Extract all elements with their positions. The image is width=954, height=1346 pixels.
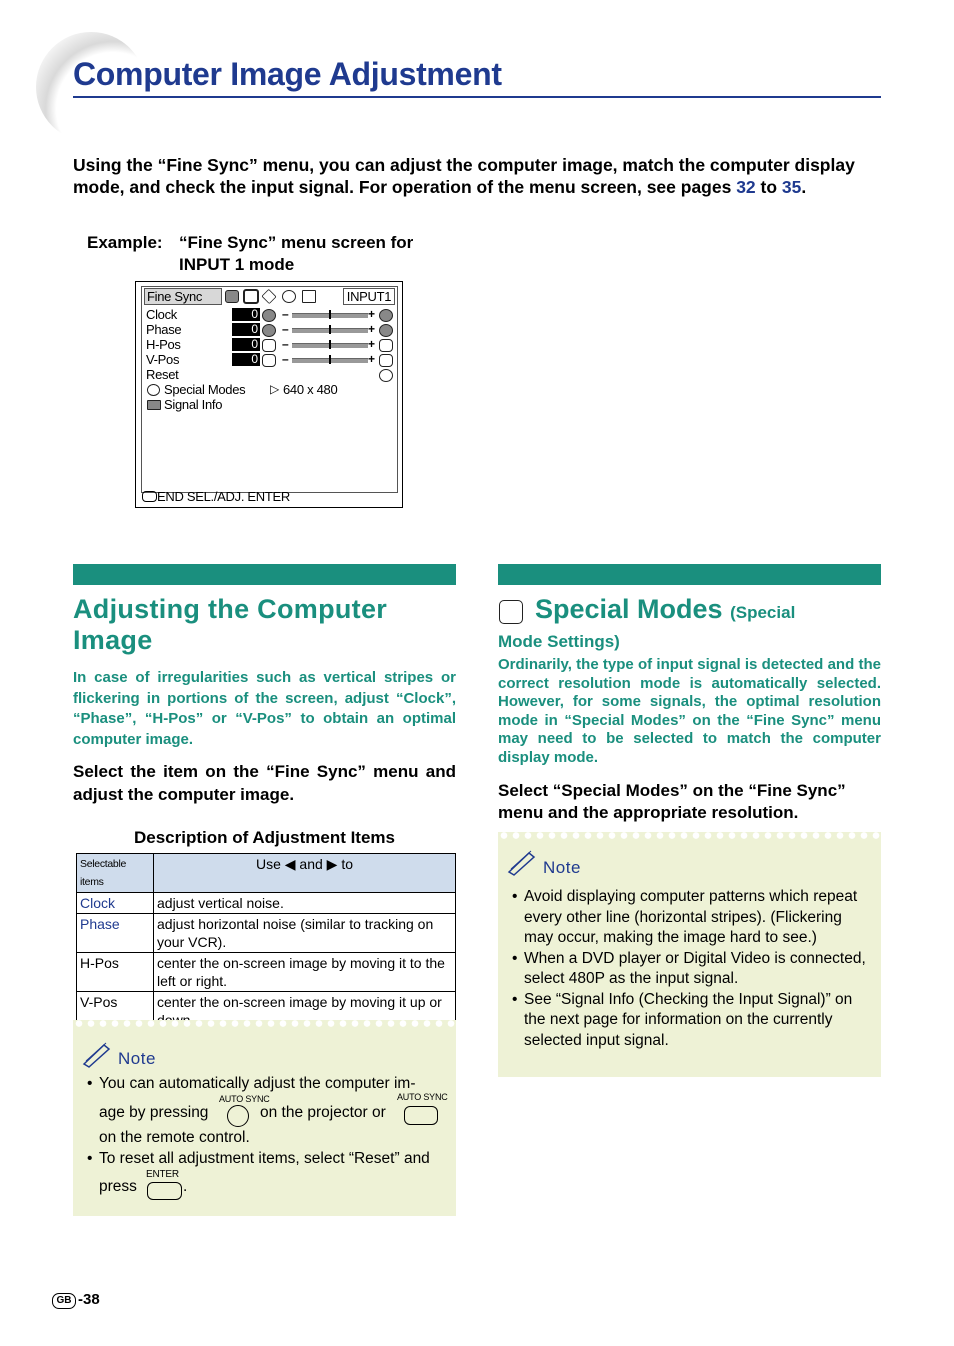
note-left-b1-line2: age by pressing — [99, 1104, 209, 1121]
auto-sync-caption: AUTO SYNC — [219, 1094, 270, 1104]
options-menu-icon — [282, 290, 296, 303]
table-item-vpos: V-Pos — [77, 992, 154, 1031]
vpos-icon — [262, 354, 276, 367]
minus-icon: – — [282, 352, 289, 366]
example-line2: INPUT 1 mode — [179, 255, 295, 274]
pencil-icon — [506, 850, 538, 876]
setup-menu-icon — [302, 290, 316, 303]
section-bar-left — [73, 564, 456, 585]
list-item: • See “Signal Info (Checking the Input Signal)” on the next page for information on the currently selected input signal. — [512, 990, 870, 1052]
vpos-icon-right — [379, 354, 393, 367]
adjusting-step: Select the item on the “Fine Sync” menu and adjust the computer image. — [73, 762, 456, 804]
osd-footer-text: END SEL./ADJ. ENTER — [157, 489, 290, 504]
special-subtitle-a: (Special — [730, 603, 796, 622]
note-period: . — [183, 1178, 188, 1195]
osd-tab-fine-sync: Fine Sync — [144, 288, 222, 305]
slider-knob[interactable] — [329, 325, 331, 334]
phase-icon — [262, 324, 276, 337]
note-left-b2-line1: To reset all adjustment items, select “Reset” and — [99, 1150, 430, 1167]
table-header-use: Use ◀ and ▶ to — [154, 854, 456, 893]
clock-icon-right — [379, 309, 393, 322]
list-item: • Avoid displaying computer patterns which repeat every other line (horizontal stripes). (Flickering may occur, making the image hard to see.) — [512, 887, 870, 949]
note-dotted-border — [498, 832, 881, 839]
page-link-32[interactable]: 32 — [736, 177, 756, 197]
fine-sync-menu-icon — [243, 289, 259, 304]
reset-icon — [379, 369, 393, 382]
bullet-mark: • — [87, 1075, 93, 1092]
slider-knob[interactable] — [329, 310, 331, 319]
note-box-left — [73, 1020, 456, 1216]
list-item: • When a DVD player or Digital Video is connected, select 480P as the input signal. — [512, 949, 870, 990]
section-title-special-modes — [535, 594, 795, 628]
picture-menu-icon — [225, 290, 239, 303]
intro-text-mid: to — [755, 177, 782, 197]
note-left-b2-line2: press — [99, 1178, 137, 1195]
title-underline — [73, 96, 881, 98]
table-desc: center the on-screen image by moving it to the left or right. — [154, 953, 456, 992]
note-left-b1-line3: on the remote control. — [99, 1129, 250, 1146]
bullet-mark: • — [87, 1150, 93, 1167]
intro-text-end: . — [801, 177, 807, 197]
osd-footer-help — [142, 489, 397, 505]
osd-item-special-modes: Special Modes — [164, 382, 246, 397]
phase-icon-right — [379, 324, 393, 337]
adjusting-intro: In case of irregularities such as vertical stripes or flickering in portions of the screen, adjust “Clock”, “Phase”, “H-Pos” or “V-Pos” to obtain an optimal computer image. — [73, 669, 456, 748]
example-label: Example: — [87, 233, 163, 252]
osd-input-label: INPUT1 — [343, 288, 395, 305]
hpos-icon — [262, 339, 276, 352]
osd-menu-screen — [135, 281, 403, 508]
special-subtitle-b: Mode Settings) — [498, 632, 620, 651]
pencil-icon — [81, 1042, 113, 1068]
special-title-text: Special Modes — [535, 594, 723, 624]
table-item-hpos: H-Pos — [77, 953, 154, 992]
page-link-35[interactable]: 35 — [781, 177, 802, 197]
osd-hpos-value: 0 — [232, 338, 260, 351]
auto-sync-button-projector — [227, 1105, 249, 1127]
table-desc: adjust vertical noise. — [154, 893, 456, 914]
table-heading: Description of Adjustment Items — [133, 828, 395, 847]
plus-icon: + — [368, 307, 376, 321]
osd-item-hpos: H-Pos — [146, 337, 181, 352]
arrow-right-icon: ▷ — [270, 382, 280, 396]
osd-item-signal-info: Signal Info — [164, 397, 223, 412]
plus-icon: + — [368, 337, 376, 351]
osd-item-phase: Phase — [146, 322, 182, 337]
section-title-adjusting: Adjusting the Computer Image — [73, 594, 388, 655]
note-dotted-border — [73, 1020, 456, 1027]
osd-item-clock: Clock — [146, 307, 178, 322]
osd-item-vpos: V-Pos — [146, 352, 180, 367]
note-left-b1-line2b: on the projector or — [260, 1104, 386, 1121]
table-header-items: Selectable items — [77, 854, 154, 893]
special-intro: Ordinarily, the type of input signal is detected and the correct resolution mode is automatically selected. However, for some signals, the optimal resolution mode in “Special Modes” on the “Fine Sync” menu may need to be selected to match the computer display mode. — [498, 656, 881, 766]
clock-icon — [262, 309, 276, 322]
osd-phase-value: 0 — [232, 323, 260, 336]
slider-knob[interactable] — [329, 355, 331, 364]
special-modes-icon — [499, 600, 523, 624]
enter-button-icon — [147, 1182, 182, 1200]
minus-icon: – — [282, 307, 289, 321]
menu-button-icon — [142, 491, 157, 502]
note-box-right — [498, 832, 881, 1077]
example-description — [179, 232, 459, 276]
minus-icon: – — [282, 322, 289, 336]
page-number: -38 — [78, 1291, 100, 1308]
minus-icon: – — [282, 337, 289, 351]
table-desc: adjust horizontal noise (similar to tracking on your VCR). — [154, 914, 456, 953]
osd-vpos-value: 0 — [232, 353, 260, 366]
intro-paragraph — [73, 154, 881, 198]
hpos-icon-right — [379, 339, 393, 352]
plus-icon: + — [368, 352, 376, 366]
plus-icon: + — [368, 322, 376, 336]
table-row — [77, 914, 456, 953]
example-line1: “Fine Sync” menu screen for — [179, 233, 414, 252]
special-modes-icon — [147, 384, 160, 396]
slider-knob[interactable] — [329, 340, 331, 349]
table-row — [77, 953, 456, 992]
signal-info-icon — [147, 400, 161, 410]
table-item-phase[interactable]: Phase — [77, 914, 154, 953]
enter-caption: ENTER — [146, 1169, 179, 1180]
table-header-row — [77, 854, 456, 893]
note-right-list — [512, 887, 870, 1051]
region-badge: GB — [52, 1293, 76, 1309]
adjustment-table — [76, 853, 456, 1031]
osd-special-value: 640 x 480 — [283, 382, 338, 397]
note-left-b1-line1: You can automatically adjust the computer im- — [99, 1075, 416, 1092]
intro-text: Using the “Fine Sync” menu, you can adjust the computer image, match the computer display mode, and check the input signal. For operation of the menu screen, see pages — [73, 155, 855, 197]
auto-sync-caption-remote: AUTO SYNC — [397, 1092, 448, 1102]
note-heading: Note — [543, 858, 581, 877]
osd-clock-value: 0 — [232, 308, 260, 321]
osd-item-reset: Reset — [146, 367, 179, 382]
table-desc: center the on-screen image by moving it up or — [154, 992, 456, 1031]
page-title: Computer Image Adjustment — [73, 56, 502, 92]
note-heading: Note — [118, 1049, 156, 1068]
auto-sync-button-remote — [404, 1106, 438, 1125]
table-row — [77, 893, 456, 914]
section-bar-right — [498, 564, 881, 585]
table-item-clock[interactable]: Clock — [77, 893, 154, 914]
special-step: Select “Special Modes” on the “Fine Sync” menu and the appropriate resolution. — [498, 781, 846, 822]
